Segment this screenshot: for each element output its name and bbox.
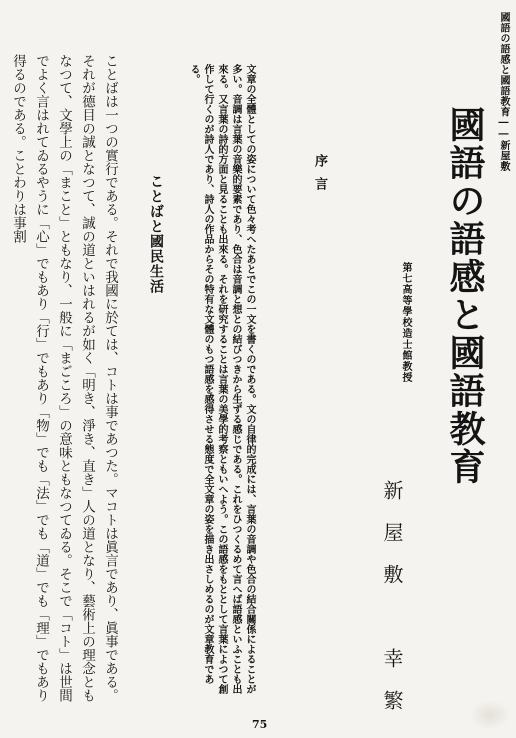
running-head: 國語の語感と國語教育――新屋敷 (498, 12, 509, 172)
article-title: 國語の語感と國語教育 (444, 106, 486, 486)
preface-text: 文章の全體としての姿について色々考へたあとでこの一文を書くのである。文の自律的完成には、言葉の音調や色合の結合關係によることが多い。音調は言葉の音樂的要素であり、色合は音調と想との結びつきから生ずる感じである。これをひつくるめて言へば語感といふことも出來る。又言葉の詩的方面と見ることも出來る。それを研究することは言葉の美學的考察ともいへよう。この語感をもととして言葉によつて創作して行くのが詩人であり、詩人の作品からその特有な文體のもつ語感を感得させる態度で全文章の姿を描き出さしめるのが文章教育である。 (188, 64, 255, 694)
preface-heading: 序言 (312, 154, 327, 200)
page-number: 75 (252, 718, 268, 731)
section-body-text: ことばは一つの實行である。それで我國に於ては、コトは事であつた。マコトは眞言であり、眞事である。それが德目の誠となつて、誠の道といはれるが如く「明き、淨き、直き」人の道となり、藝術上の理念ともなつて、文學上の「まこと」ともなり、一般に「まごころ」の意味ともなつてゐる。そこで「コト」は世間でよく言はれてゐるやうに「心」でもあり「行」でもあり「物」でも「法」でも「道」でも「理」でもあり得るのである。ことわりは事割 (10, 54, 118, 702)
author-affiliation: 第七高等學校造士館教授 (400, 262, 411, 383)
section-heading: ことばと國民生活 (148, 174, 164, 294)
author-name: 新屋敷 幸繁 (380, 480, 404, 732)
paper-stain (470, 700, 510, 730)
